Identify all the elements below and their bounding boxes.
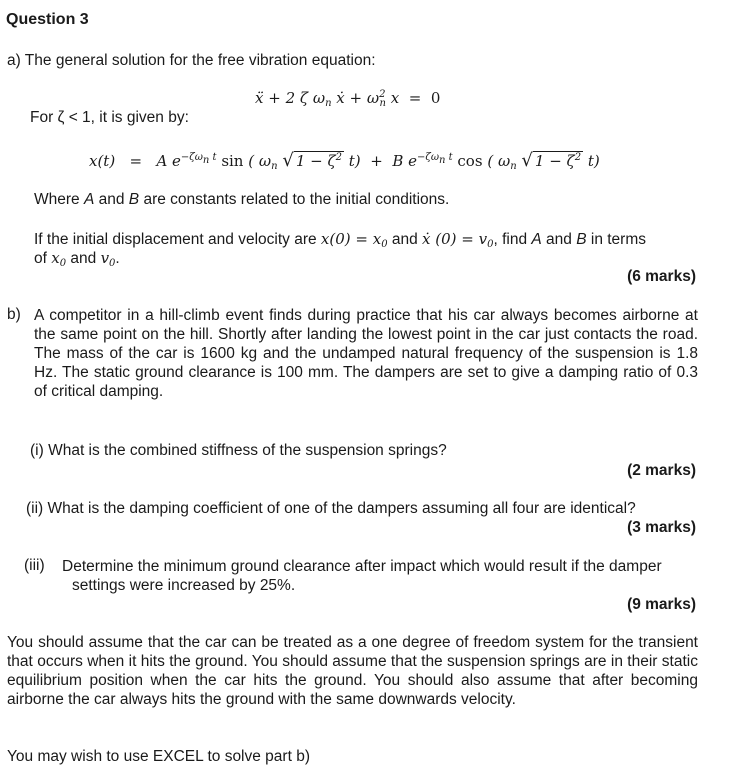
- question-title: Question 3: [6, 11, 89, 28]
- part-b-q3-marks: (9 marks): [627, 596, 696, 613]
- part-a-marks: (6 marks): [627, 268, 696, 285]
- damping-condition: For ζ < 1, it is given by:: [30, 109, 189, 126]
- constants-note: Where A and B are constants related to the initial conditions.: [34, 191, 450, 208]
- part-b-text: A competitor in a hill-climb event finds during practice that his car always becomes airborne at the same point on the hill. Shortly after landing the lowest point in the car just contacts the road. The mass of the car is 1600 kg and the undamped natural frequency of the suspension is 1.8 Hz. The static ground clearance is 100 mm. The dampers are set to give a damping ratio of 0.3 of critical damping.: [34, 307, 698, 400]
- part-b-q1-marks: (2 marks): [627, 462, 696, 479]
- part-b-question-1: (i) What is the combined stiffness of the suspension springs?: [30, 442, 447, 459]
- initial-conditions-line: If the initial displacement and velocity are $x(0) = x_0$ and ẋ $(0) = v_0$, find A and B in terms: [34, 230, 647, 250]
- part-b-q2-marks: (3 marks): [627, 519, 696, 536]
- part-b-label: b): [7, 306, 21, 323]
- excel-note: You may wish to use EXCEL to solve part b): [7, 748, 310, 765]
- part-b-q3-label: (iii): [24, 557, 45, 574]
- vibration-equation: ẍ + 2 ζ $\omega_n$ ẋ + $\omega^2_n$ x = 0: [255, 89, 441, 109]
- initial-conditions-line-2: of $x_0$ and $v_0$.: [34, 249, 120, 269]
- general-solution: x(t) = A $e^{-\zeta\omega_n t}$ sin ( $\omega_n$ √ $1 - \zeta^2$ t) + B $e^{-\zeta\omega_n t}$ cos ( $\omega_n$ √ $1 - \zeta^2$ t): [89, 150, 600, 172]
- part-b-question-3: Determine the minimum ground clearance after impact which would result if the damper settings were increased by 25%.: [62, 558, 662, 594]
- part-b-question-2: (ii) What is the damping coefficient of one of the dampers assuming all four are identical?: [26, 500, 636, 517]
- assumptions-paragraph: You should assume that the car can be treated as a one degree of freedom system for the transient that occurs when it hits the ground. You should assume that the suspension springs are in their static equilibrium position when the car hits the ground. You should also assume that after becoming airborne the car always hits the ground with the same downwards velocity.: [7, 634, 698, 708]
- part-a-intro: a) The general solution for the free vibration equation:: [7, 52, 376, 69]
